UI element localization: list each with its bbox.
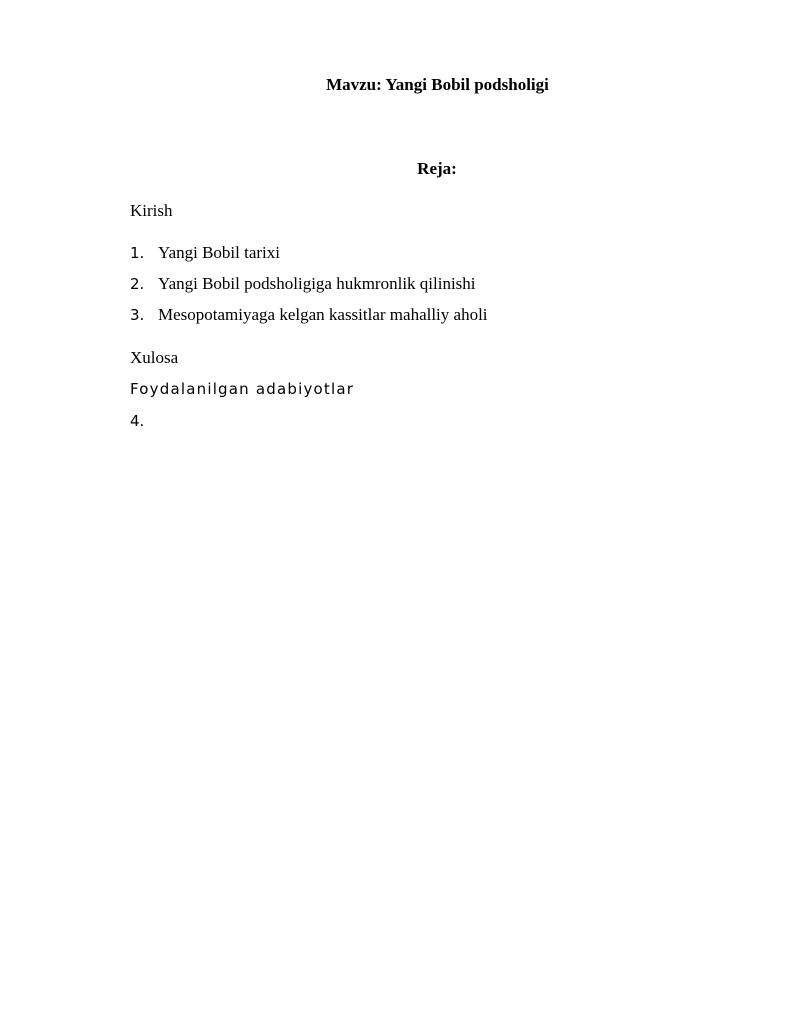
- references-line: Foydalanilgan adabiyotlar: [130, 380, 355, 398]
- list-item-number: 3.: [130, 306, 145, 324]
- plan-heading: Reja:: [417, 159, 457, 178]
- list-item: [130, 243, 488, 274]
- plan-list: [130, 243, 488, 336]
- list-item: [130, 305, 488, 336]
- list-item-number: 1.: [130, 244, 145, 262]
- list-item-number: 2.: [130, 275, 145, 293]
- list-item: [130, 274, 488, 305]
- list-item-text: Yangi Bobil podsholigiga hukmronlik qilinishi: [158, 274, 476, 293]
- list-item-text: Mesopotamiyaga kelgan kassitlar mahalliy aholi: [158, 305, 488, 324]
- intro-line: Kirish: [130, 201, 173, 220]
- list-item-text: Yangi Bobil tarixi: [158, 243, 281, 262]
- document-title: Mavzu: Yangi Bobil podsholigi: [326, 75, 549, 94]
- conclusion-line: Xulosa: [130, 348, 179, 367]
- trailing-number: 4.: [130, 412, 145, 430]
